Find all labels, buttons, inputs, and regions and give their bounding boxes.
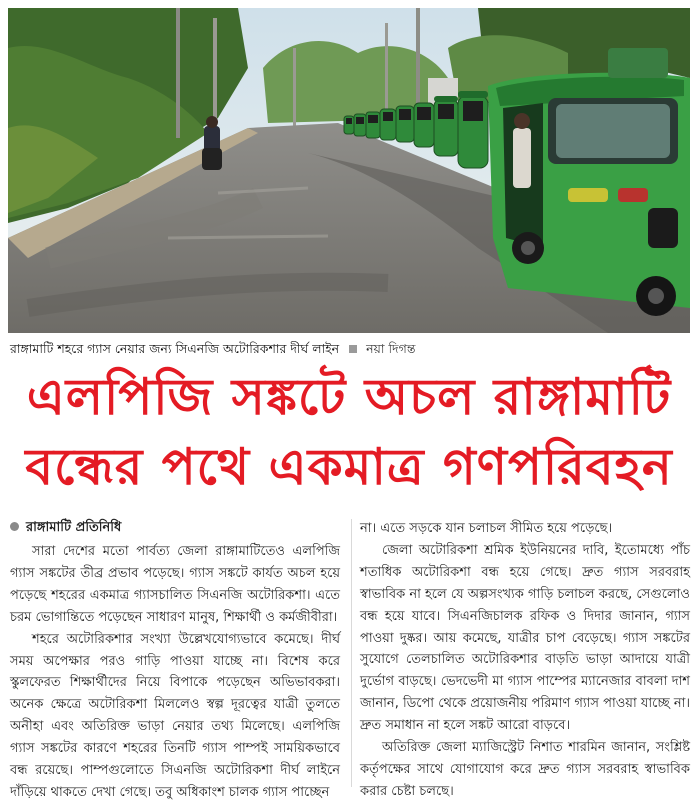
article-column-right bbox=[360, 518, 690, 799]
byline-bullet-icon bbox=[10, 522, 19, 531]
byline-text: রাঙ্গামাটি প্রতিনিধি bbox=[26, 520, 122, 535]
news-photo bbox=[8, 8, 690, 333]
article-column-left bbox=[10, 541, 340, 800]
article-paragraph: জেলা অটোরিকশা শ্রমিক ইউনিয়নের দাবি, ইতোমধ্যে পাঁচ শতাধিক অটোরিকশা বন্ধ হয়ে গেছে। দ্রুত গ্যাস সরবরাহ স্বাভাবিক না হলে যে অল্পসংখ্যক গাড়ি চলাচল করছে, সেগুলোও বন্ধ হয়ে যাবে। সিএনজিচালক রফিক ও দিদার জানান, গ্যাস পাওয়া দুষ্কর। আয় কমেছে, যাত্রীর চাপ বেড়েছে। গ্যাস সঙ্কটের সুযোগে তেলচালিত অটোরিকশার বাড়তি ভাড়া আদায়ে যাত্রী দুর্ভোগ বাড়ছে। ভেদভেদী মা গ্যাস পাম্পের ম্যানেজার বাবলা দাশ জানান, ডিপো থেকে প্রয়োজনীয় পরিমাণ গ্যাস পাওয়া যাচ্ছে না। দ্রুত সমাধান না হলে সঙ্কট আরো বাড়বে। bbox=[360, 542, 690, 734]
article-paragraph: অতিরিক্ত জেলা ম্যাজিস্ট্রেট নিশাত শারমিন জানান, সংশ্লিষ্ট কর্তৃপক্ষের সাথে যোগাযোগ করে দ্রুত গ্যাস সরবরাহ স্বাভাবিক করার চেষ্টা চলছে। bbox=[360, 740, 690, 799]
cng-queue-photo bbox=[8, 8, 690, 333]
byline bbox=[10, 519, 350, 537]
headline bbox=[8, 362, 690, 510]
article-paragraph: শহরে অটোরিকশার সংখ্যা উল্লেখযোগ্যভাবে কমেছে। দীর্ঘ সময় অপেক্ষার পরও গাড়ি পাওয়া যাচ্ছে না। বিশেষ করে স্কুলফেরত শিক্ষার্থীদের নিয়ে বিপাকে পড়েছেন অভিভাবকরা। অনেক ক্ষেত্রে অটোরিকশা মিললেও স্বল্প দূরত্বের যাত্রী তুলতে অনীহা এবং অতিরিক্ত ভাড়া নেয়ার তথ্য মিলেছে। এলপিজি গ্যাস সঙ্কটের কারণে শহরের তিনটি গ্যাস পাম্পই সাময়িকভাবে বন্ধ রয়েছে। পাম্পগুলোতে সিএনজি অটোরিকশা দীর্ঘ লাইনে দাঁড়িয়ে থাকতে দেখা গেছে। তবু অধিকাংশ চালক গ্যাস পাচ্ছেন bbox=[10, 631, 340, 800]
caption-text: রাঙ্গামাটি শহরে গ্যাস নেয়ার জন্য সিএনজি অটোরিকশার দীর্ঘ লাইন bbox=[10, 341, 340, 356]
headline-line-1: এলপিজি সঙ্কটে অচল রাঙ্গামাটি bbox=[26, 368, 672, 426]
photo-caption bbox=[10, 339, 690, 359]
article-paragraph: সারা দেশের মতো পার্বত্য জেলা রাঙ্গামাটিতেও এলপিজি গ্যাস সঙ্কটের তীব্র প্রভাব পড়েছে। গ্যাস সঙ্কটে কার্যত অচল হয়ে পড়েছে শহরের একমাত্র গ্যাসচালিত সিএনজি অটোরিকশা। এতে চরম ভোগান্তিতে পড়েছেন সাধারণ মানুষ, শিক্ষার্থী ও কর্মজীবীরা। bbox=[10, 544, 340, 625]
article-paragraph: না। এতে সড়কে যান চলাচল সীমিত হয়ে পড়েছে। bbox=[360, 521, 613, 536]
column-divider bbox=[351, 519, 352, 787]
caption-separator-square bbox=[349, 345, 357, 353]
headline-line-2: বন্ধের পথে একমাত্র গণপরিবহন bbox=[25, 438, 673, 496]
photo-source: নয়া দিগন্ত bbox=[366, 341, 416, 356]
